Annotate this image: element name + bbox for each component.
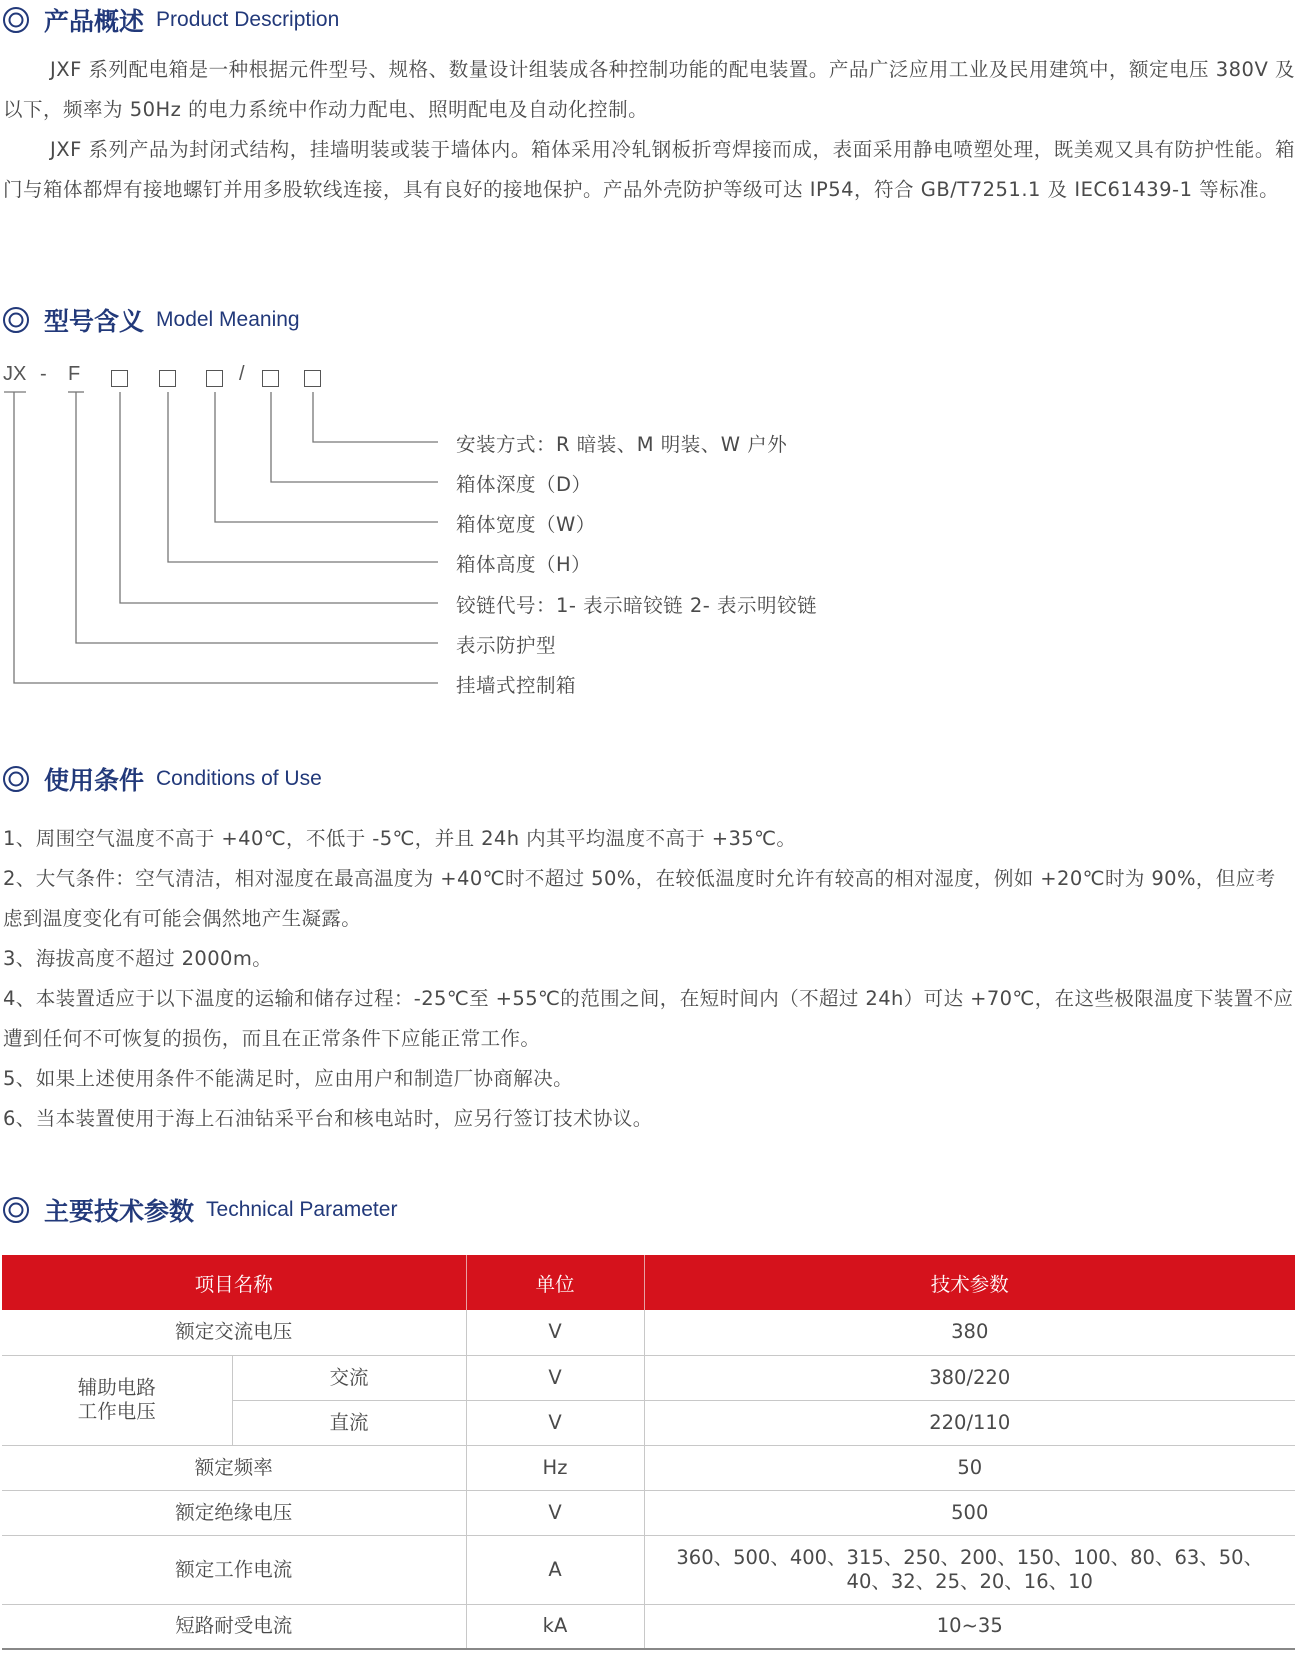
table-row — [2, 1355, 1295, 1400]
cell-name: 额定绝缘电压 — [2, 1490, 466, 1535]
cell-subname: 交流 — [232, 1355, 466, 1400]
condition-item: 1、周围空气温度不高于 +40℃，不低于 -5℃，并且 24h 内其平均温度不高于 +35℃。 — [3, 827, 797, 850]
section-title-en: Model Meaning — [156, 308, 300, 331]
condition-item: 6、当本装置使用于海上石油钻采平台和核电站时，应另行签订技术协议。 — [3, 1107, 653, 1130]
cell-value: 380/220 — [644, 1355, 1295, 1400]
section-title-cn: 型号含义 — [44, 307, 145, 336]
cell-unit: V — [466, 1355, 644, 1400]
section-header-conditions — [2, 761, 322, 797]
model-code-dash: - — [40, 363, 47, 385]
section-title-cn: 主要技术参数 — [44, 1197, 195, 1226]
cell-name: 额定工作电流 — [2, 1535, 466, 1604]
cell-unit: V — [466, 1310, 644, 1355]
model-code-jx: JX — [3, 363, 27, 385]
cell-value: 10~35 — [644, 1604, 1295, 1649]
cell-unit: V — [466, 1490, 644, 1535]
cell-name: 额定频率 — [2, 1445, 466, 1490]
cell-unit: Hz — [466, 1445, 644, 1490]
cell-value: 360、500、400、315、250、200、150、100、80、63、50、40、32、25、20、16、10 — [644, 1535, 1295, 1604]
condition-item: 5、如果上述使用条件不能满足时，应由用户和制造厂协商解决。 — [3, 1067, 574, 1090]
cell-unit: V — [466, 1400, 644, 1445]
model-code-f: F — [68, 363, 81, 385]
description-paragraph-2: JXF 系列产品为封闭式结构，挂墙明装或装于墙体内。箱体采用冷轧钢板折弯焊接而成，表面采用静电喷塑处理，既美观又具有防护性能。箱门与箱体都焊有接地螺钉并用多股软线连接，具有良好的接地保护。产品外壳防护等级可达 IP54，符合 GB/T7251.1 及 IEC61439-1 等标准。 — [3, 138, 1295, 201]
cell-value: 220/110 — [644, 1400, 1295, 1445]
cell-name: 辅助电路 工作电压 — [2, 1355, 232, 1445]
section-title-en: Product Description — [156, 8, 340, 31]
section-title-cn: 产品概述 — [44, 7, 145, 36]
table-row — [2, 1445, 1295, 1490]
conditions-list — [3, 819, 1295, 1139]
table-header-row — [2, 1255, 1295, 1310]
header-unit: 单位 — [466, 1255, 644, 1310]
table-row — [2, 1604, 1295, 1649]
cell-value: 50 — [644, 1445, 1295, 1490]
description-paragraph-1: JXF 系列配电箱是一种根据元件型号、规格、数量设计组装成各种控制功能的配电装置。产品广泛应用工业及民用建筑中，额定电压 380V 及以下，频率为 50Hz 的电力系统中作动力配电、照明配电及自动化控制。 — [3, 58, 1295, 121]
condition-item: 4、本装置适应于以下温度的运输和储存过程：-25℃至 +55℃的范围之间，在短时间内（不超过 24h）可达 +70℃，在这些极限温度下装置不应遭到任何不可恢复的损伤，而且在正常条件下应能正常工作。 — [3, 987, 1294, 1050]
cell-value: 380 — [644, 1310, 1295, 1355]
model-label-depth: 箱体深度（D） — [456, 473, 592, 496]
section-title-en: Conditions of Use — [156, 767, 322, 790]
model-label-hinge: 铰链代号：1- 表示暗铰链 2- 表示明铰链 — [456, 594, 817, 617]
header-item-name: 项目名称 — [2, 1255, 466, 1310]
double-circle-icon — [2, 1196, 30, 1224]
cell-subname: 直流 — [232, 1400, 466, 1445]
technical-parameter-table — [2, 1255, 1295, 1650]
model-label-protection: 表示防护型 — [456, 634, 557, 657]
cell-unit: A — [466, 1535, 644, 1604]
table-row — [2, 1490, 1295, 1535]
table-row — [2, 1310, 1295, 1355]
section-title-cn: 使用条件 — [44, 766, 145, 795]
cell-name: 额定交流电压 — [2, 1310, 466, 1355]
section-header-technical — [2, 1192, 397, 1228]
section-title-en: Technical Parameter — [206, 1198, 398, 1221]
double-circle-icon — [2, 765, 30, 793]
model-code-slash: / — [239, 363, 245, 385]
cell-name: 短路耐受电流 — [2, 1604, 466, 1649]
condition-item: 3、海拔高度不超过 2000m。 — [3, 947, 273, 970]
model-label-wall-box: 挂墙式控制箱 — [456, 674, 577, 697]
condition-item: 2、大气条件：空气清洁，相对湿度在最高温度为 +40℃时不超过 50%，在较低温度时允许有较高的相对湿度，例如 +20℃时为 90%，但应考虑到温度变化有可能会偶然地产生凝露。 — [3, 867, 1276, 930]
cell-unit: kA — [466, 1604, 644, 1649]
table-row — [2, 1535, 1295, 1604]
model-label-install: 安装方式：R 暗装、M 明装、W 户外 — [456, 433, 788, 456]
cell-value: 500 — [644, 1490, 1295, 1535]
header-value: 技术参数 — [644, 1255, 1295, 1310]
model-label-width: 箱体宽度（W） — [456, 513, 596, 536]
model-label-height: 箱体高度（H） — [456, 553, 592, 576]
